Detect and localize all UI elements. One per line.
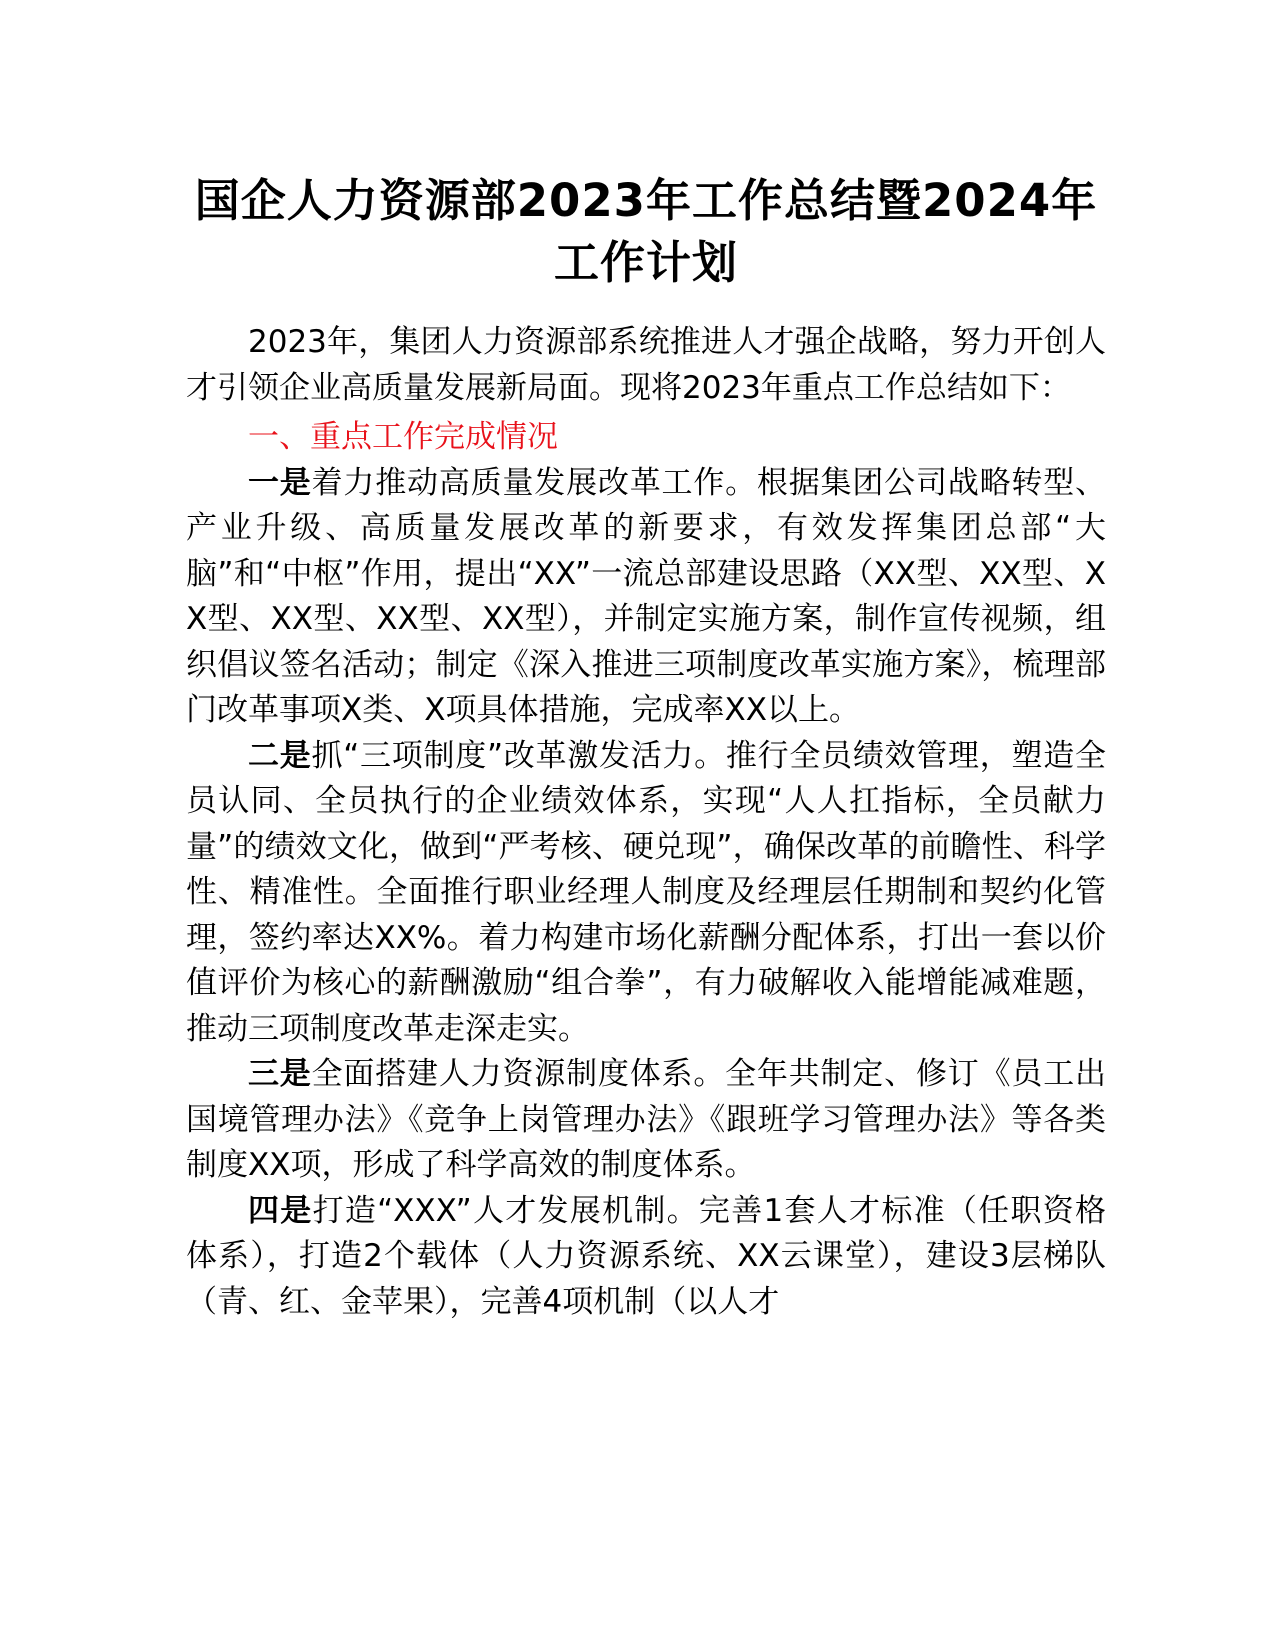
item-paragraph-1 (186, 461, 1106, 734)
item-lead: 三是 (248, 1056, 312, 1092)
document-page (186, 170, 1106, 1325)
intro-paragraph: 2023年，集团人力资源部系统推进人才强企战略，努力开创人才引领企业高质量发展新局面。现将2023年重点工作总结如下： (186, 324, 1106, 406)
document-title: 国企人力资源部2023年工作总结暨2024年工作计划 (194, 174, 1098, 289)
item-paragraph-2 (186, 734, 1106, 1053)
item-text: 抓“三项制度”改革激发活力。推行全员绩效管理，塑造全员认同、全员执行的企业绩效体系，实现“人人扛指标，全员献力量”的绩效文化，做到“严考核、硬兑现”，确保改革的前瞻性、科学性、精准性。全面推行职业经理人制度及经理层任期制和契约化管理，签约率达XX%。着力构建市场化薪酬分配体系，打出一套以价值评价为核心的薪酬激励“组合拳”，有力破解收入能增能减难题，推动三项制度改革走深走实。 (186, 737, 1107, 1047)
item-lead: 二是 (248, 737, 312, 774)
item-text: 着力推动高质量发展改革工作。根据集团公司战略转型、产业升级、高质量发展改革的新要求，有效发挥集团总部“大脑”和“中枢”作用，提出“XX”一流总部建设思路（XX型、XX型、XX型、XX型、XX型、XX型），并制定实施方案，制作宣传视频，组织倡议签名活动；制定《深入推进三项制度改革实施方案》，梳理部门改革事项X类、X项具体措施，完成率XX以上。 (186, 464, 1107, 728)
item-paragraph-3 (186, 1052, 1106, 1189)
section-heading: 一、重点工作完成情况 (248, 419, 558, 455)
item-text: 全面搭建人力资源制度体系。全年共制定、修订《员工出国境管理办法》《竞争上岗管理办法》《跟班学习管理办法》等各类制度XX项，形成了科学高效的制度体系。 (186, 1056, 1107, 1183)
item-text: 打造“XXX”人才发展机制。完善1套人才标准（任职资格体系），打造2个载体（人力资源系统、XX云课堂），建设3层梯队（青、红、金苹果），完善4项机制（以人才 (186, 1192, 1107, 1320)
item-lead: 四是 (248, 1192, 313, 1229)
item-lead: 一是 (248, 464, 312, 501)
item-paragraph-4 (186, 1189, 1106, 1326)
